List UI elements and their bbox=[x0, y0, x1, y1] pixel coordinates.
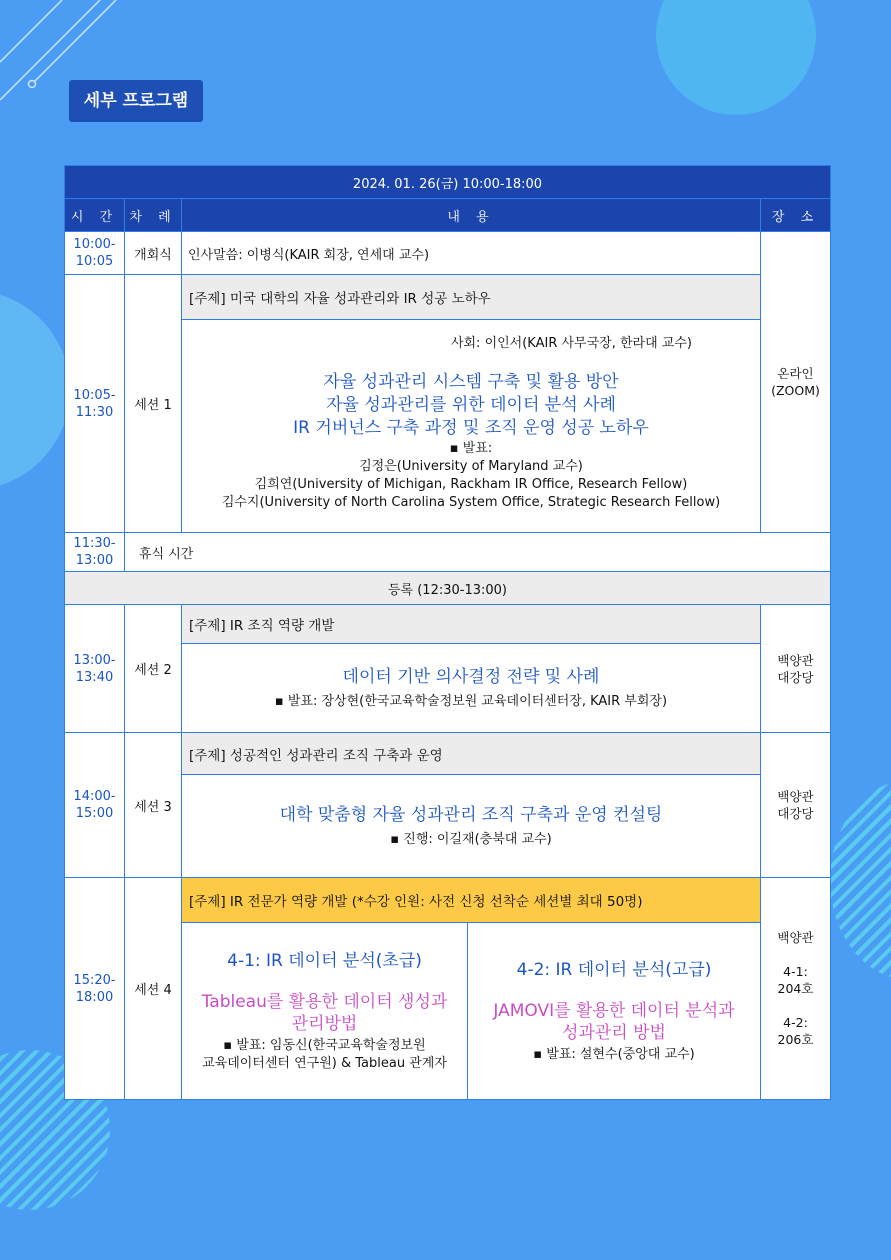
session-title: JAMOVI를 활용한 데이터 분석과 성과관리 방법 bbox=[493, 1000, 735, 1043]
presenter: 김희연(University of Michigan, Rackham IR Office, Research Fellow) bbox=[254, 476, 688, 492]
session-4-2 bbox=[468, 923, 761, 1100]
page-title: 세부 프로그램 bbox=[69, 80, 203, 122]
order-cell: 세션 2 bbox=[125, 605, 182, 733]
decorative-circle bbox=[0, 290, 70, 490]
session-title: Tableau를 활용한 데이터 생성과 관리방법 bbox=[201, 991, 448, 1034]
presenter: 김수지(University of North Carolina System Office, Strategic Research Fellow) bbox=[221, 494, 721, 510]
topic-cell: [주제] IR 전문가 역량 개발 (*수강 인원: 사전 신청 선착순 세션별 최대 50명) bbox=[182, 878, 761, 923]
time-cell: 11:30- 13:00 bbox=[65, 533, 125, 572]
order-cell: 세션 1 bbox=[125, 275, 182, 533]
decorative-striped-circle bbox=[830, 780, 891, 980]
place-cell: 온라인 (ZOOM) bbox=[761, 232, 831, 533]
column-header-order: 차 례 bbox=[125, 199, 182, 232]
time-cell: 10:00- 10:05 bbox=[65, 232, 125, 275]
decorative-circle bbox=[656, 0, 816, 115]
content-cell: 인사말씀: 이병식(KAIR 회장, 연세대 교수) bbox=[182, 232, 761, 275]
session-detail bbox=[182, 644, 761, 733]
column-header-content: 내 용 bbox=[182, 199, 761, 232]
time-cell: 15:20- 18:00 bbox=[65, 878, 125, 1100]
order-cell: 개회식 bbox=[125, 232, 182, 275]
presenter: ▪ 발표: 임동신(한국교육학술정보원 교육데이터센터 연구원) & Tableau 관계자 bbox=[202, 1037, 447, 1071]
session-title: 데이터 기반 의사결정 전략 및 사례 bbox=[342, 666, 600, 687]
registration-row: 등록 (12:30-13:00) bbox=[65, 572, 831, 605]
time-cell: 14:00- 15:00 bbox=[65, 733, 125, 878]
table-row bbox=[65, 605, 831, 644]
presenter: ▪ 발표: 장상현(한국교육학술정보원 교육데이터센터장, KAIR 부회장) bbox=[274, 693, 668, 709]
session-heading: 4-1: IR 데이터 분석(초급) bbox=[227, 950, 422, 971]
column-header-place: 장 소 bbox=[761, 199, 831, 232]
time-cell: 13:00- 13:40 bbox=[65, 605, 125, 733]
session-detail bbox=[182, 775, 761, 878]
order-cell: 세션 4 bbox=[125, 878, 182, 1100]
session-title: 대학 맞춤형 자율 성과관리 조직 구축과 운영 컨설팅 bbox=[279, 804, 663, 825]
session-heading: 4-2: IR 데이터 분석(고급) bbox=[516, 959, 712, 980]
moderator: 사회: 이인서(KAIR 사무국장, 한라대 교수) bbox=[450, 335, 692, 351]
place-cell: 백양관 대강당 bbox=[761, 733, 831, 878]
presenter: ▪ 진행: 이길재(충북대 교수) bbox=[390, 831, 552, 847]
time-cell: 10:05- 11:30 bbox=[65, 275, 125, 533]
place-cell: 백양관 대강당 bbox=[761, 605, 831, 733]
program-table bbox=[64, 165, 831, 1100]
column-header-time: 시 간 bbox=[65, 199, 125, 232]
presenter: 김정은(University of Maryland 교수) bbox=[359, 458, 583, 474]
table-row bbox=[65, 572, 831, 605]
table-row bbox=[65, 533, 831, 572]
content-cell: 휴식 시간 bbox=[125, 533, 831, 572]
presenter: ▪ 발표: 설현수(중앙대 교수) bbox=[533, 1046, 695, 1062]
topic-cell: [주제] IR 조직 역량 개발 bbox=[182, 605, 761, 644]
session-title: IR 거버넌스 구축 과정 및 조직 운영 성공 노하우 bbox=[293, 417, 649, 438]
order-cell: 세션 3 bbox=[125, 733, 182, 878]
table-row bbox=[65, 733, 831, 775]
session-title: 자율 성과관리를 위한 데이터 분석 사례 bbox=[326, 394, 616, 415]
table-row bbox=[65, 275, 831, 320]
session-detail bbox=[182, 320, 761, 533]
session-4-1 bbox=[182, 923, 468, 1100]
place-cell: 백양관 4-1: 204호 4-2: 206호 bbox=[761, 878, 831, 1100]
session-title: 자율 성과관리 시스템 구축 및 활용 방안 bbox=[323, 371, 619, 392]
table-row bbox=[65, 232, 831, 275]
presenter-label: ▪ 발표: bbox=[449, 440, 493, 456]
table-row bbox=[65, 878, 831, 923]
date-header: 2024. 01. 26(금) 10:00-18:00 bbox=[65, 166, 831, 199]
topic-cell: [주제] 성공적인 성과관리 조직 구축과 운영 bbox=[182, 733, 761, 775]
topic-cell: [주제] 미국 대학의 자율 성과관리와 IR 성공 노하우 bbox=[182, 275, 761, 320]
